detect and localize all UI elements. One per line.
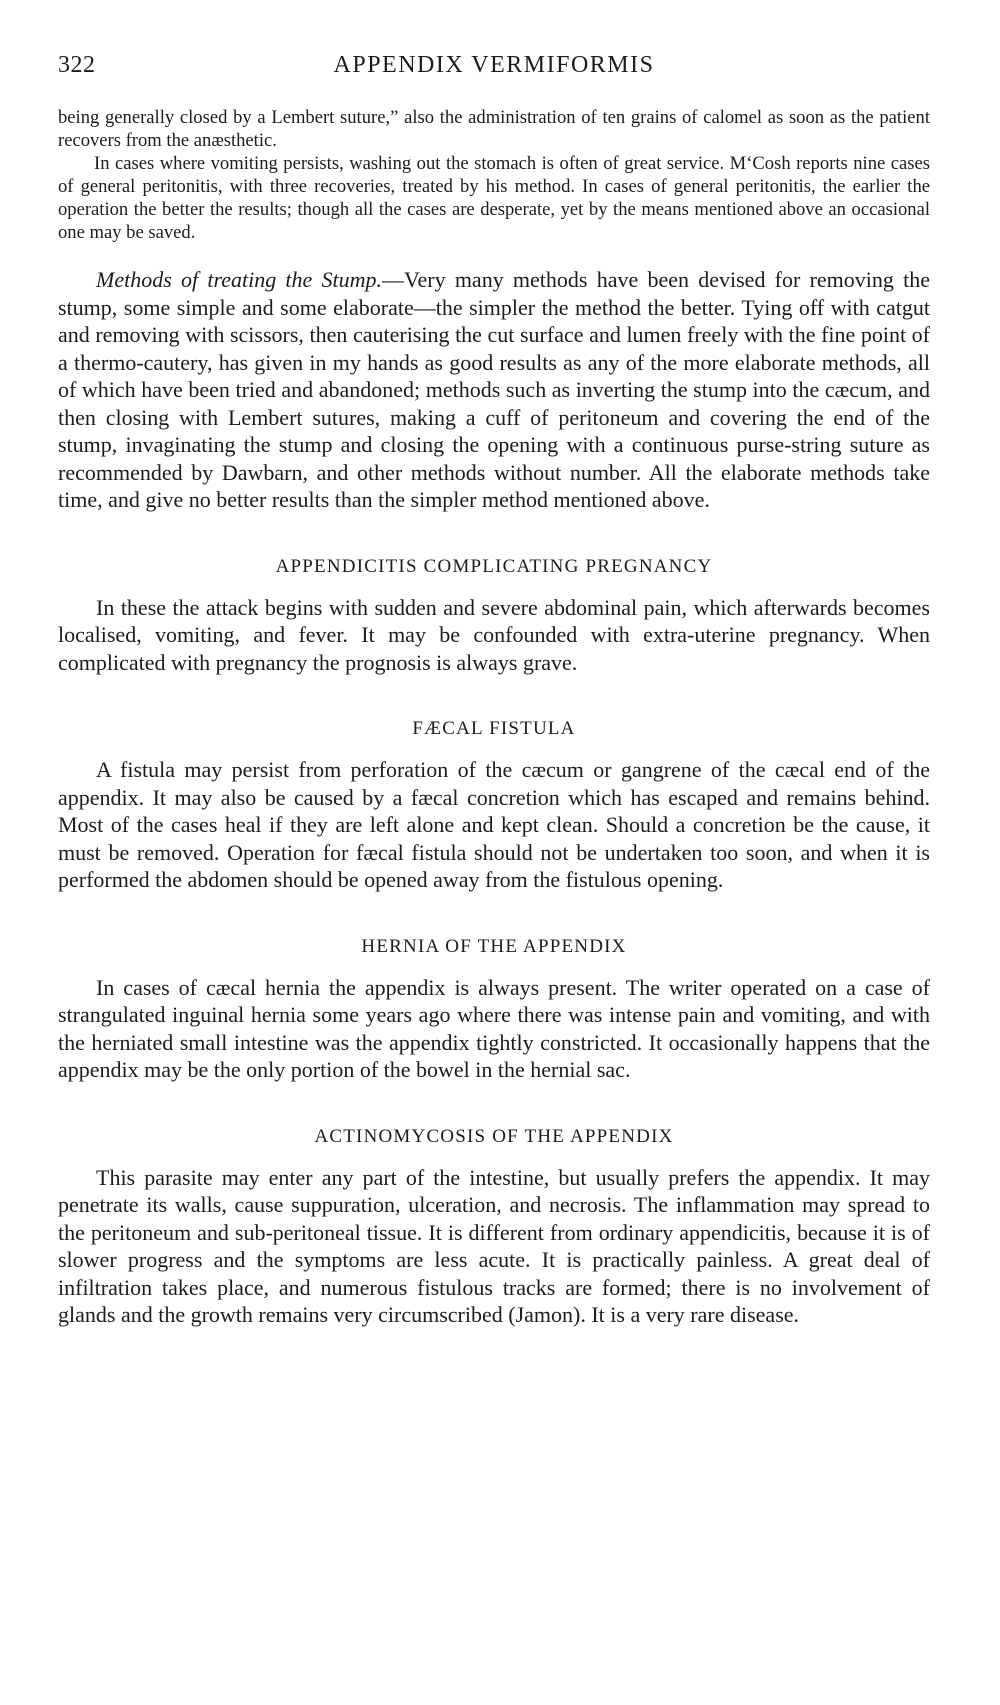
running-title: APPENDIX VERMIFORMIS: [333, 52, 655, 78]
stump-methods-paragraph: [58, 266, 930, 514]
section-text-actinomycosis: This parasite may enter any part of the intestine, but usually prefers the appendix. It may penetrate its walls, cause suppuration, ulceration, and necrosis. The inflammation may spread to the peritoneum and sub-peritoneal tissue. It is different from ordinary appendicitis, because it is of slower progress and the symptoms are less acute. It is practically painless. A great deal of infiltration takes place, and numerous fistulous tracks are formed; there is no involvement of glands and the growth remains very circumscribed (Jamon). It is a very rare disease.: [58, 1164, 930, 1327]
section-heading-pregnancy: APPENDICITIS COMPLICATING PREGNANCY: [275, 555, 713, 577]
section-heading-hernia: HERNIA OF THE APPENDIX: [361, 935, 627, 957]
section-text-hernia: In cases of cæcal hernia the appendix is always present. The writer operated on a case of strangulated inguinal hernia some years ago where there was intense pain and vomiting, and with the herniated small intestine was the appendix tightly constricted. It occasionally happens that the appendix may be the only portion of the bowel in the hernial sac.: [58, 974, 930, 1082]
section-text-pregnancy: In these the attack begins with sudden and severe abdominal pain, which afterwards becomes localised, vomiting, and fever. It may be confounded with extra-uterine pregnancy. When complicated with pregnancy the prognosis is always grave.: [58, 594, 930, 675]
section-heading-actinomycosis: ACTINOMYCOSIS OF THE APPENDIX: [314, 1125, 674, 1147]
running-header: [58, 52, 930, 92]
stump-methods-text: —Very many methods have been devised for removing the stump, some simple and some elaborate—the simpler the method the better. Tying off with catgut and removing with scissors, then cauterising the cut surface and lumen freely with the fine point of a thermo-cautery, has given in my hands as good results as any of the more elaborate methods, all of which have been tried and abandoned; methods such as inverting the stump into the cæcum, and then closing with Lembert sutures, making a cuff of peritoneum and covering the end of the stump, invaginating the stump and closing the opening with a continuous purse-string suture as recommended by Dawbarn, and other methods without number. All the elaborate methods take time, and give no better results than the simpler method mentioned above.: [58, 267, 930, 512]
intro-paragraph-vomiting: In cases where vomiting persists, washing out the stomach is often of great service. M‘Cosh reports nine cases of general peritonitis, with three recoveries, treated by his method. In cases of general peritonitis, the earlier the operation the better the results; though all the cases are desperate, yet by the means mentioned above an occasional one may be saved.: [58, 153, 930, 243]
page-number: 322: [58, 52, 96, 78]
stump-side-heading: Methods of treating the Stump.: [96, 267, 383, 292]
book-page: [58, 52, 930, 1329]
section-heading-faecal-fistula: FÆCAL FISTULA: [412, 718, 576, 739]
intro-paragraph-continuation: being generally closed by a Lembert suture,” also the administration of ten grains of calomel as soon as the patient recovers from the anæsthetic.: [58, 107, 930, 151]
section-text-faecal-fistula: A fistula may persist from perforation of the cæcum or gangrene of the cæcal end of the appendix. It may also be caused by a fæcal concretion which has escaped and remains behind. Most of the cases heal if they are left alone and kept clean. Should a concretion be the cause, it must be removed. Operation for fæcal fistula should not be undertaken too soon, and when it is performed the abdomen should be opened away from the fistulous opening.: [58, 757, 930, 892]
